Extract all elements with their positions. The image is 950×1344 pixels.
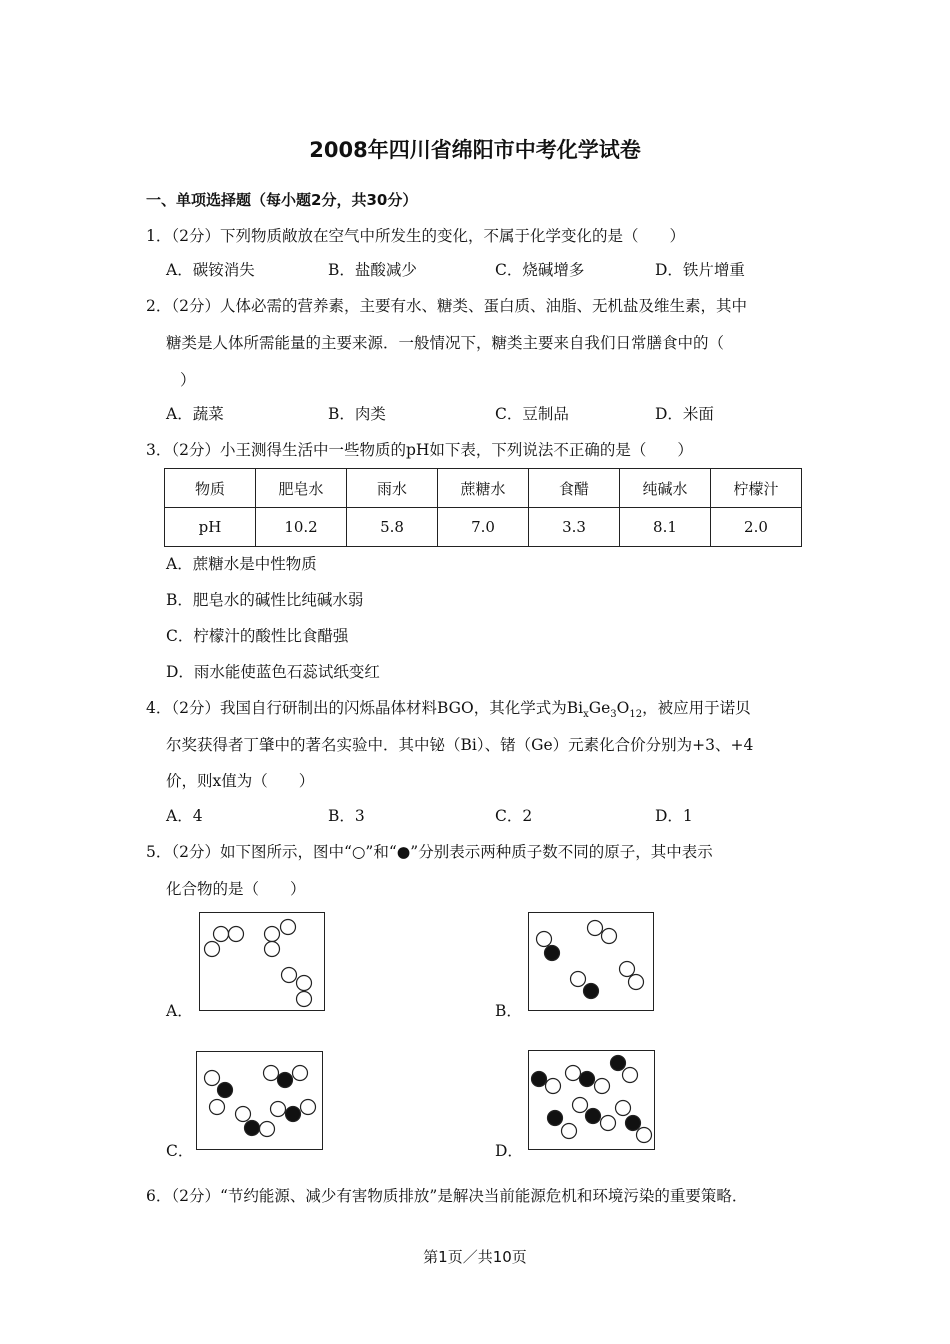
diagram-c-label: C． <box>166 1142 194 1160</box>
diagram-a-box <box>199 912 325 1011</box>
black-atom <box>278 1073 293 1088</box>
black-atom <box>218 1083 233 1098</box>
white-atom <box>602 929 617 944</box>
diagram-d-label: D． <box>495 1142 523 1160</box>
diagram-d-box <box>528 1050 655 1150</box>
white-atom <box>210 1100 225 1115</box>
white-atom <box>297 976 312 991</box>
q4-option-c: C．2 <box>495 807 533 825</box>
q1-option-c: C．烧碱增多 <box>495 261 585 279</box>
white-atom <box>573 1098 588 1113</box>
table-cell: 肥皂水 <box>255 469 346 508</box>
white-atom <box>616 1101 631 1116</box>
table-cell: 柠檬汁 <box>710 469 801 508</box>
white-atom <box>537 932 552 947</box>
diagram-c-box <box>196 1051 323 1150</box>
q4-ge: Ge <box>588 699 611 717</box>
white-atom <box>601 1116 616 1131</box>
q4-sub-3: 3 <box>610 709 617 721</box>
white-atom <box>297 992 312 1007</box>
white-atom <box>260 1122 275 1137</box>
question-2-line2: 糖类是人体所需能量的主要来源．一般情况下，糖类主要来自我们日常膳食中的（ <box>166 334 725 352</box>
table-cell: 8.1 <box>619 508 710 547</box>
q1-option-b: B．盐酸减少 <box>328 261 417 279</box>
ph-table <box>164 468 802 547</box>
q3-option-b: B．肥皂水的碱性比纯碱水弱 <box>166 591 364 609</box>
table-cell: pH <box>165 508 256 547</box>
question-2-line1: 2．（2分）人体必需的营养素，主要有水、糖类、蛋白质、油脂、无机盐及维生素，其中 <box>146 297 747 315</box>
white-atom <box>546 1079 561 1094</box>
white-atom <box>282 968 297 983</box>
black-atom <box>584 984 599 999</box>
white-atom <box>265 927 280 942</box>
q2-option-a: A．蔬菜 <box>166 405 224 423</box>
table-header-row <box>165 469 802 508</box>
white-atom <box>236 1107 251 1122</box>
q2-option-c: C．豆制品 <box>495 405 569 423</box>
q3-option-a: A．蔗糖水是中性物质 <box>166 555 317 573</box>
diagram-b-box <box>528 912 654 1011</box>
white-atom <box>301 1100 316 1115</box>
table-cell: 10.2 <box>255 508 346 547</box>
question-3-stem: 3．（2分）小王测得生活中一些物质的pH如下表，下列说法不正确的是（ ） <box>146 441 693 459</box>
black-atom <box>548 1111 563 1126</box>
diagram-a-label: A． <box>166 1002 193 1020</box>
white-atom <box>265 942 280 957</box>
question-4-line3: 价，则x值为（ ） <box>166 772 315 790</box>
black-atom <box>286 1107 301 1122</box>
q4-text-b: ，被应用于诺贝 <box>642 699 751 717</box>
question-4-line1 <box>146 696 751 720</box>
black-atom <box>245 1121 260 1136</box>
black-atom <box>611 1056 626 1071</box>
table-cell: 食醋 <box>529 469 620 508</box>
white-atom <box>281 920 296 935</box>
white-atom <box>205 942 220 957</box>
black-atom <box>580 1072 595 1087</box>
q4-o: O <box>616 699 630 717</box>
table-cell: 3.3 <box>529 508 620 547</box>
white-atom <box>623 1068 638 1083</box>
section-heading: 一、单项选择题（每小题2分，共30分） <box>146 191 418 209</box>
diagram-c-molecules <box>197 1052 322 1149</box>
question-5-line1: 5．（2分）如下图所示，图中“○”和“●”分别表示两种质子数不同的原子，其中表示 <box>146 843 713 861</box>
question-5-line2: 化合物的是（ ） <box>166 880 306 898</box>
white-atom <box>637 1128 652 1143</box>
black-atom <box>586 1109 601 1124</box>
white-atom <box>229 927 244 942</box>
table-cell: 2.0 <box>710 508 801 547</box>
white-atom <box>620 962 635 977</box>
q3-option-c: C．柠檬汁的酸性比食醋强 <box>166 627 349 645</box>
white-atom <box>214 927 229 942</box>
question-2-line3: ） <box>180 371 196 389</box>
black-atom <box>545 946 560 961</box>
white-atom <box>205 1071 220 1086</box>
table-cell: 7.0 <box>438 508 529 547</box>
q2-option-b: B．肉类 <box>328 405 386 423</box>
white-atom <box>629 975 644 990</box>
q4-option-a: A．4 <box>166 807 203 825</box>
white-atom <box>571 972 586 987</box>
white-atom <box>588 921 603 936</box>
question-4-line2: 尔奖获得者丁肇中的著名实验中．其中铋（Bi）、锗（Ge）元素化合价分别为+3、+4 <box>166 736 754 754</box>
black-atom <box>532 1072 547 1087</box>
q4-sub-12: 12 <box>629 709 643 721</box>
white-atom <box>293 1066 308 1081</box>
table-row <box>165 508 802 547</box>
table-cell: 雨水 <box>347 469 438 508</box>
diagram-b-molecules <box>529 913 653 1010</box>
q1-option-d: D．铁片增重 <box>655 261 745 279</box>
table-cell: 纯碱水 <box>619 469 710 508</box>
diagram-d-molecules <box>529 1051 654 1149</box>
q4-sub-x: x <box>583 709 589 721</box>
diagram-b-label: B． <box>495 1002 522 1020</box>
white-atom <box>566 1066 581 1081</box>
page-title: 2008年四川省绵阳市中考化学试卷 <box>309 138 641 162</box>
table-cell: 5.8 <box>347 508 438 547</box>
white-atom <box>562 1124 577 1139</box>
diagram-a-molecules <box>200 913 324 1010</box>
table-cell: 蔗糖水 <box>438 469 529 508</box>
white-atom <box>595 1079 610 1094</box>
q2-option-d: D．米面 <box>655 405 714 423</box>
white-atom <box>264 1066 279 1081</box>
question-6-line1: 6．（2分）“节约能源、减少有害物质排放”是解决当前能源危机和环境污染的重要策略． <box>146 1187 748 1205</box>
q4-option-b: B．3 <box>328 807 365 825</box>
black-atom <box>626 1116 641 1131</box>
question-1-stem: 1．（2分）下列物质敞放在空气中所发生的变化，不属于化学变化的是（ ） <box>146 227 685 245</box>
table-cell: 物质 <box>165 469 256 508</box>
q4-option-d: D．1 <box>655 807 693 825</box>
q3-option-d: D．雨水能使蓝色石蕊试纸变红 <box>166 663 380 681</box>
q4-text-a: 4．（2分）我国自行研制出的闪烁晶体材料BGO，其化学式为Bi <box>146 699 584 717</box>
page-footer: 第1页／共10页 <box>423 1248 527 1266</box>
white-atom <box>271 1102 286 1117</box>
q1-option-a: A．碳铵消失 <box>166 261 255 279</box>
